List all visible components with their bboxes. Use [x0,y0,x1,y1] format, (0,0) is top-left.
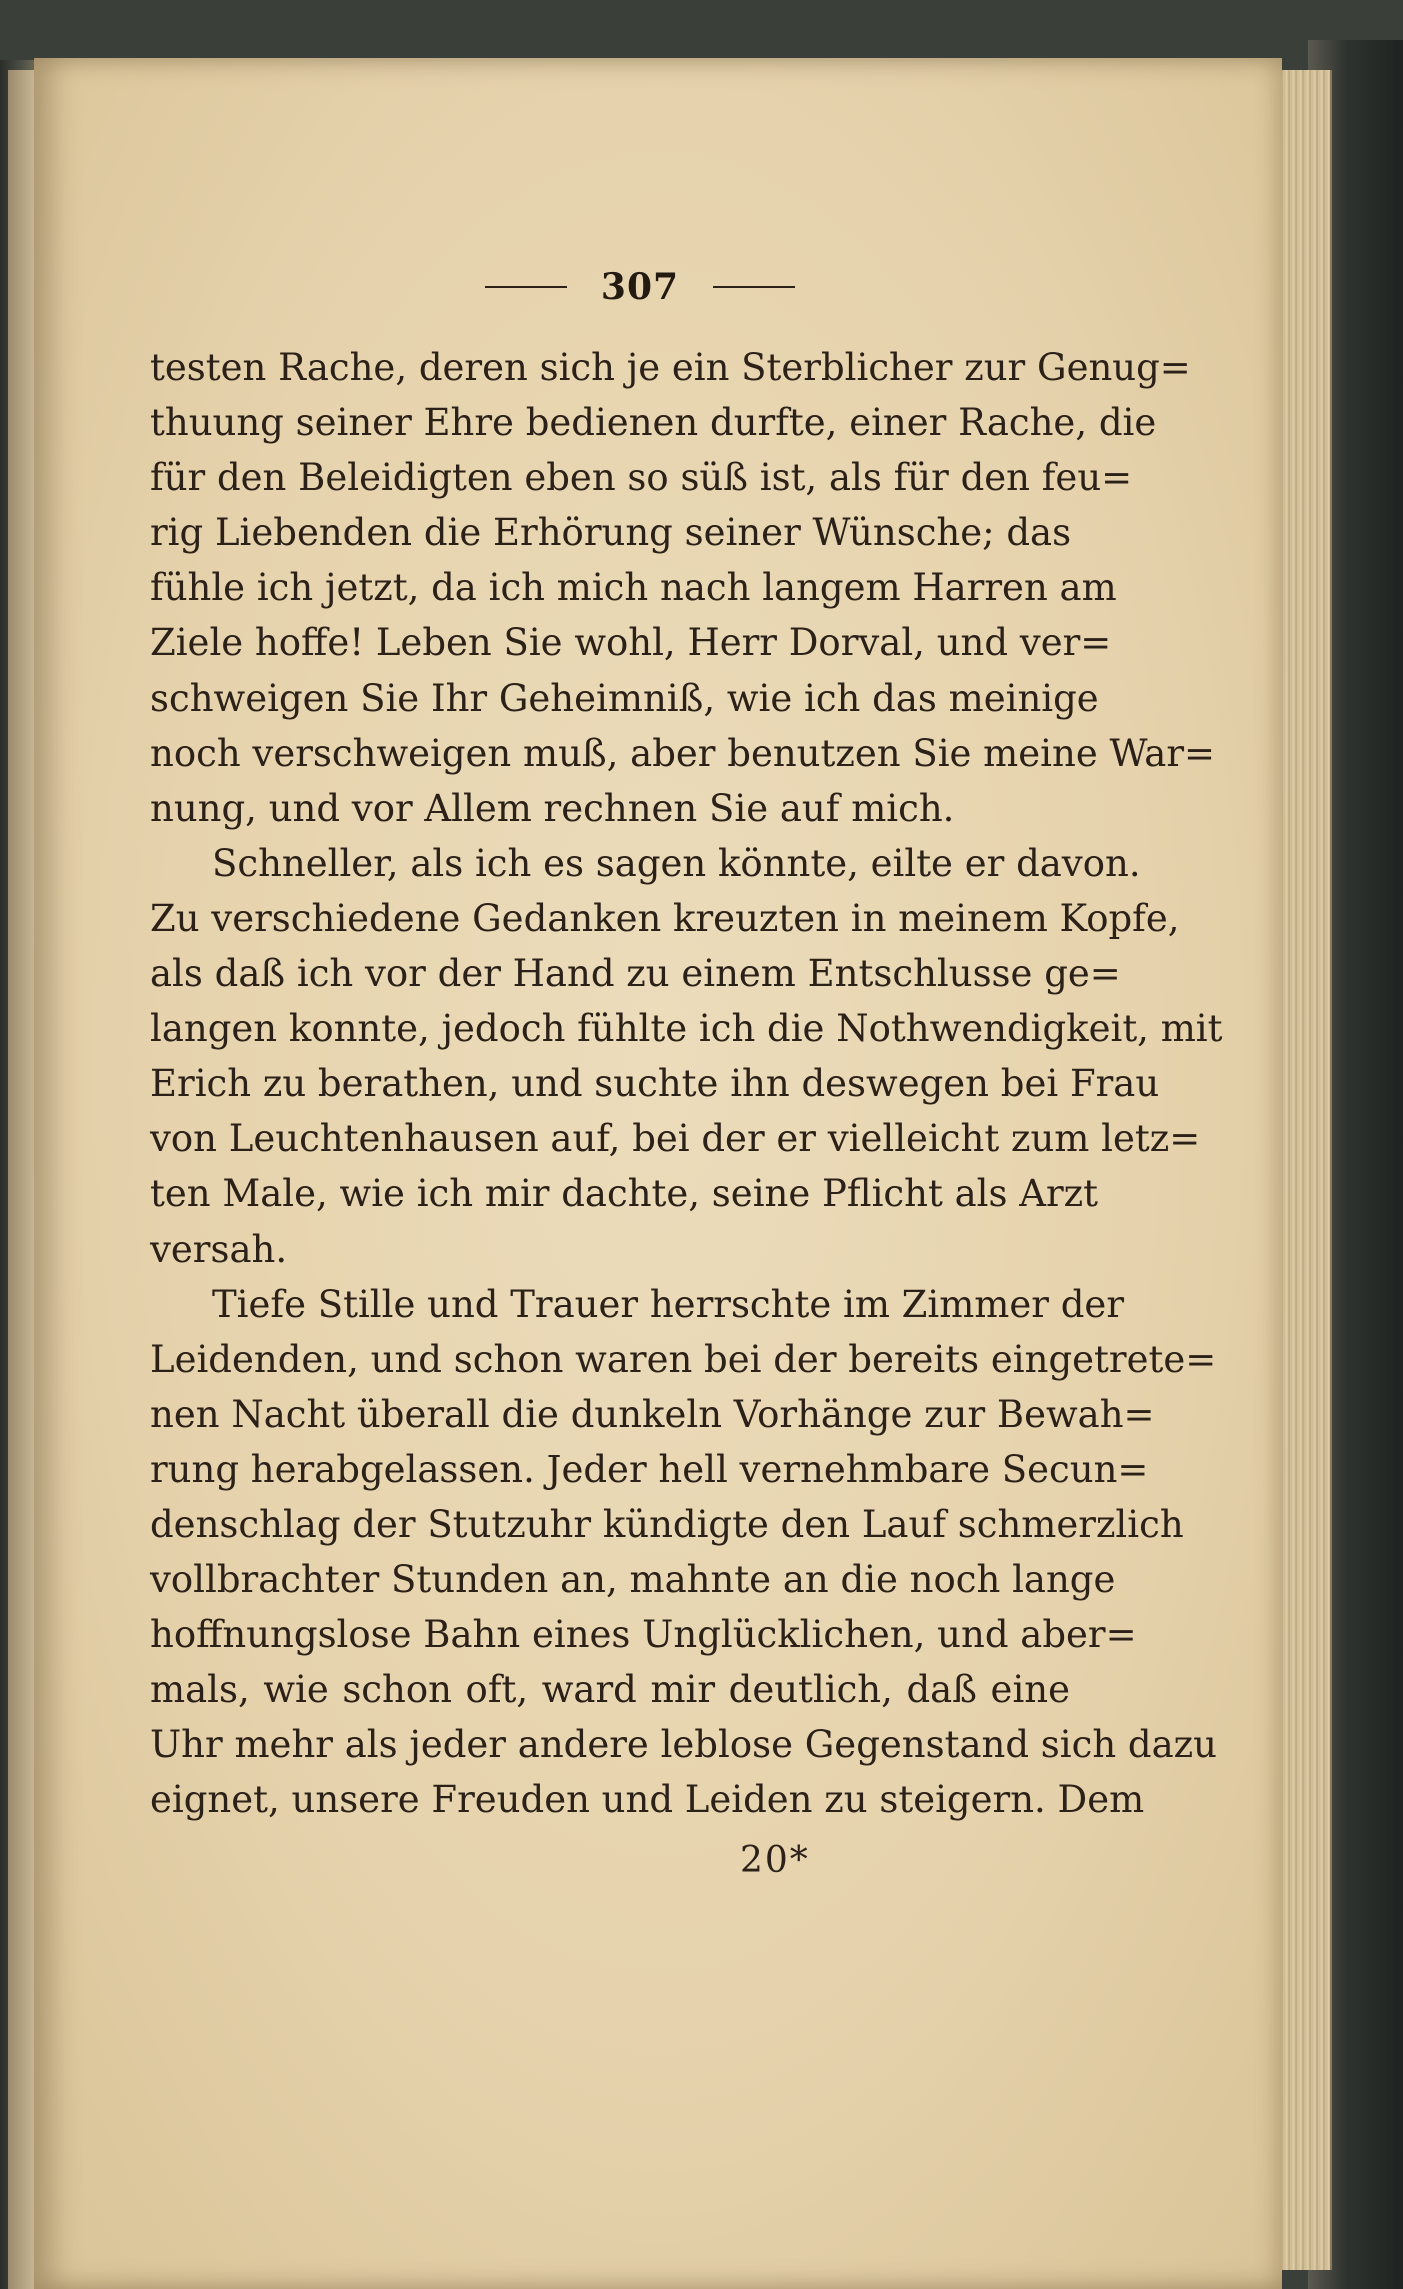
page-header [470,262,810,312]
header-rule-left [485,286,567,288]
text-line: hoffnungslose Bahn eines Unglücklichen, und aber= [150,1613,1137,1657]
text-line: thuung seiner Ehre bedienen durfte, einer Rache, die [150,401,1157,445]
text-line: für den Beleidigten eben so süß ist, als für den feu= [150,456,1133,500]
text-line: versah. [150,1227,288,1271]
body-text [150,340,1223,1828]
text-line: mals, wie schon oft, ward mir deutlich, daß eine [150,1668,1070,1712]
text-line: nung, und vor Allem rechnen Sie auf mich. [150,786,955,830]
text-line: Schneller, als ich es sagen könnte, eilte er davon. [212,841,1141,885]
text-line: vollbrachter Stunden an, mahnte an die noch lange [150,1558,1116,1602]
text-line: ten Male, wie ich mir dachte, seine Pflicht als Arzt [150,1172,1099,1216]
text-line: testen Rache, deren sich je ein Sterblicher zur Genug= [150,346,1191,389]
text-line: Ziele hoffe! Leben Sie wohl, Herr Dorval, und ver= [150,621,1112,665]
text-line: schweigen Sie Ihr Geheimniß, wie ich das meinige [150,676,1099,720]
text-line: langen konnte, jedoch fühlte ich die Nothwendigkeit, mit [150,1007,1223,1051]
page-number: 307 [600,266,680,308]
text-line: Erich zu berathen, und suchte ihn deswegen bei Frau [150,1062,1160,1106]
text-line: als daß ich vor der Hand zu einem Entschlusse ge= [150,952,1121,996]
text-line: von Leuchtenhausen auf, bei der er vielleicht zum letz= [150,1117,1201,1161]
text-line: denschlag der Stutzuhr kündigte den Lauf schmerzlich [150,1502,1184,1546]
text-line: Leidenden, und schon waren bei der bereits eingetrete= [150,1337,1217,1381]
previous-page-edge [8,70,36,2289]
text-line: eignet, unsere Freuden und Leiden zu steigern. Dem [150,1778,1145,1822]
text-line: nen Nacht überall die dunkeln Vorhänge zur Bewah= [150,1392,1155,1436]
text-line: rig Liebenden die Erhörung seiner Wünsche; das [150,511,1072,555]
text-line: fühle ich jetzt, da ich mich nach langem Harren am [150,566,1117,610]
text-line: Uhr mehr als jeder andere leblose Gegenstand sich dazu [150,1723,1218,1767]
header-rule-right [713,286,795,288]
text-line: Zu verschiedene Gedanken kreuzten in meinem Kopfe, [150,896,1180,940]
text-line: rung herabgelassen. Jeder hell vernehmbare Secun= [150,1447,1149,1491]
signature-mark: 20* [740,1840,810,1881]
text-line: Tiefe Stille und Trauer herrschte im Zimmer der [212,1282,1125,1326]
text-line: noch verschweigen muß, aber benutzen Sie meine War= [150,731,1216,775]
